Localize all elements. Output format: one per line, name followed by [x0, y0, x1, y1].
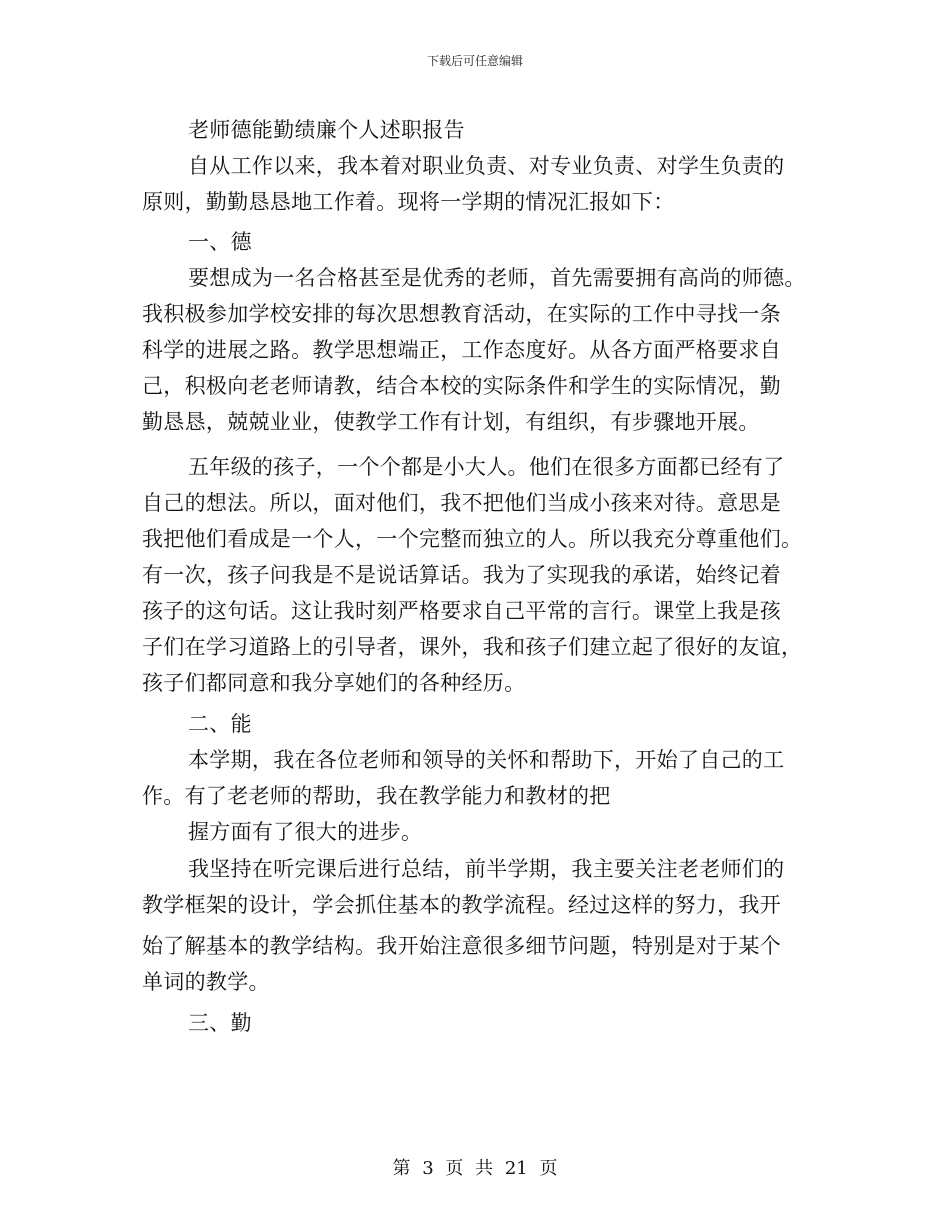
paragraph-line: 我积极参加学校安排的每次思想教育活动，在实际的工作中寻找一条 — [142, 302, 781, 326]
page-number-footer: 第 3 页 共 21 页 — [392, 1158, 558, 1179]
section-heading: 三、勤 — [188, 1011, 252, 1035]
page-header: 下载后可任意编辑 — [426, 54, 523, 68]
paragraph-line: 有一次，孩子问我是不是说话算话。我为了实现我的承诺，始终记着 — [142, 563, 781, 587]
paragraph-line: 要想成为一名合格甚至是优秀的老师，首先需要拥有高尚的师德。 — [188, 266, 806, 290]
paragraph-line: 我把他们看成是一个人，一个完整而独立的人。所以我充分尊重他们。 — [142, 527, 803, 551]
paragraph-line: 教学框架的设计，学会抓住基本的教学流程。经过这样的努力，我开 — [142, 893, 781, 917]
paragraph-line: 科学的进展之路。教学思想端正，工作态度好。从各方面严格要求自 — [142, 338, 781, 362]
paragraph-line: 始了解基本的教学结构。我开始注意很多细节问题，特别是对于某个 — [142, 934, 781, 958]
document-title: 老师德能勤绩廉个人述职报告 — [188, 118, 465, 142]
paragraph-line: 子们在学习道路上的引导者，课外，我和孩子们建立起了很好的友谊， — [142, 635, 803, 659]
paragraph-line: 我坚持在听完课后进行总结，前半学期，我主要关注老老师们的 — [188, 857, 785, 881]
section-heading: 二、能 — [188, 712, 252, 736]
section-heading: 一、德 — [188, 230, 252, 254]
paragraph-line: 作。有了老老师的帮助，我在教学能力和教材的把 — [142, 784, 611, 808]
paragraph-line: 握方面有了很大的进步。 — [188, 820, 423, 844]
paragraph-line: 孩子的这句话。这让我时刻严格要求自己平常的言行。课堂上我是孩 — [142, 599, 781, 623]
paragraph-line: 原则，勤勤恳恳地工作着。现将一学期的情况汇报如下： — [142, 190, 675, 214]
paragraph-line: 己，积极向老老师请教，结合本校的实际条件和学生的实际情况，勤 — [142, 374, 781, 398]
paragraph-line: 五年级的孩子，一个个都是小大人。他们在很多方面都已经有了 — [188, 455, 785, 479]
paragraph-line: 本学期，我在各位老师和领导的关怀和帮助下，开始了自己的工 — [188, 748, 785, 772]
paragraph-line: 勤恳恳，兢兢业业，使教学工作有计划，有组织，有步骤地开展。 — [142, 410, 760, 434]
paragraph-line: 单词的教学。 — [142, 970, 270, 994]
paragraph-line: 自己的想法。所以，面对他们，我不把他们当成小孩来对待。意思是 — [142, 491, 781, 515]
paragraph-line: 孩子们都同意和我分享她们的各种经历。 — [142, 671, 526, 695]
paragraph-line: 自从工作以来，我本着对职业负责、对专业负责、对学生负责的 — [188, 154, 785, 178]
